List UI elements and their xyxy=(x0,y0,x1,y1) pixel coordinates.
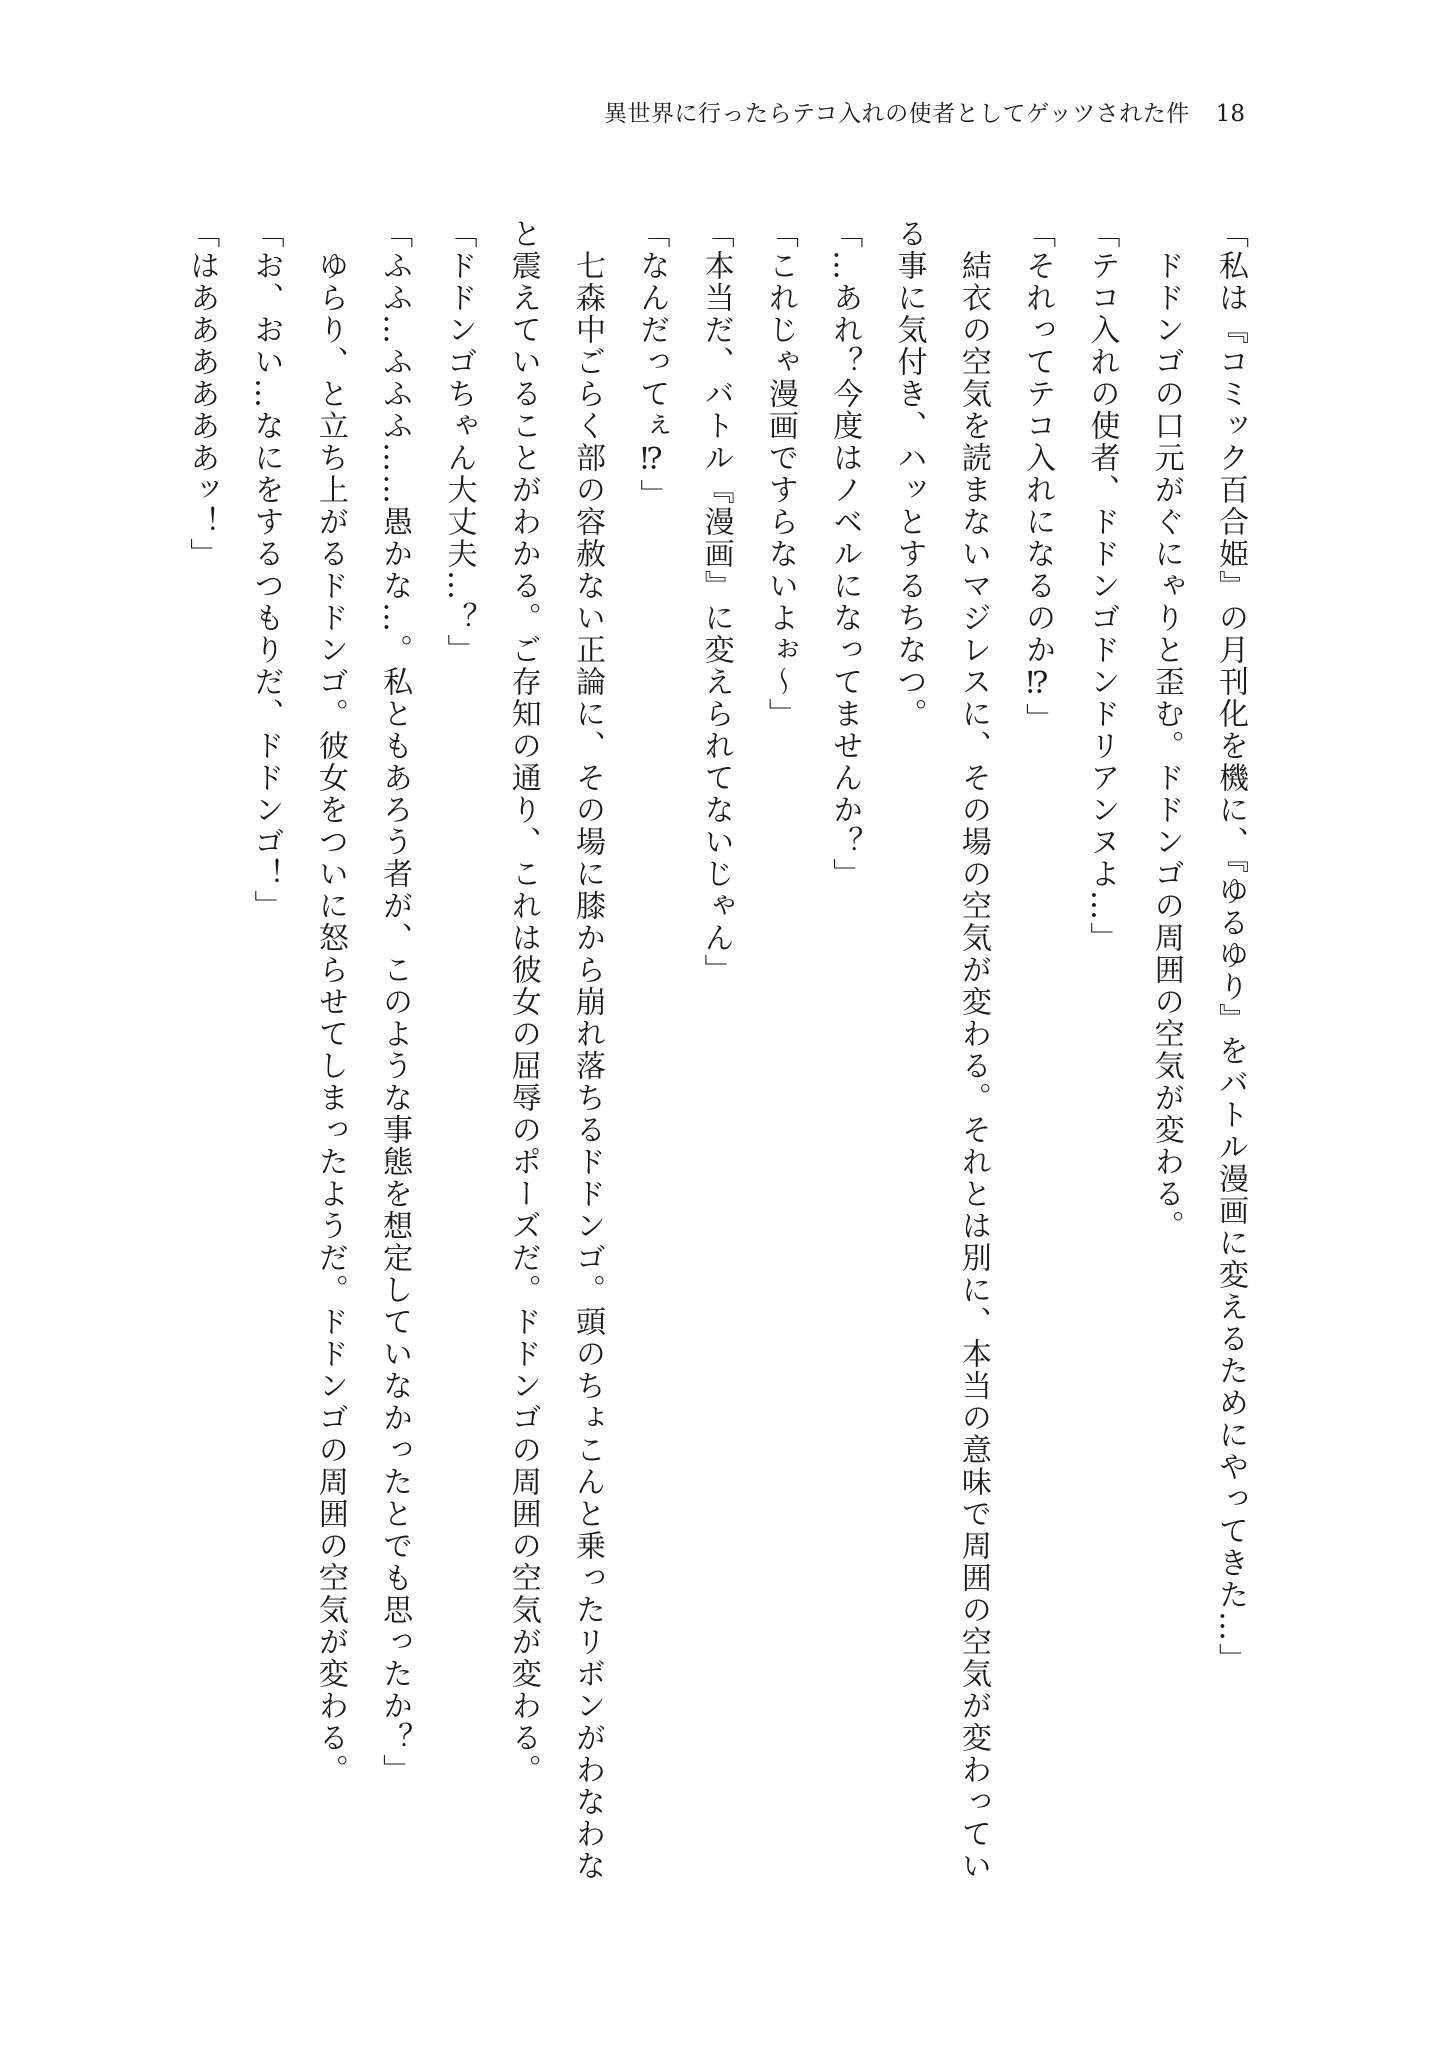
text-line: 「はああああああッ！」 xyxy=(184,218,220,570)
text-line: ゆらり、と立ち上がるドドンゴ。彼女をついに怒らせてしまったようだ。ドドンゴの周囲の空気が変わる。 xyxy=(312,250,348,1786)
text-line: 「これじゃ漫画ですらないよぉ～」 xyxy=(762,218,798,730)
text-line: 七森中ごらく部の容赦ない正論に、その場に膝から崩れ落ちるドドンゴ。頭のちょこんと乗ったリボンがわなわな xyxy=(570,250,606,1882)
vertical-body-text xyxy=(150,218,1262,1908)
text-line: 結衣の空気を読まないマジレスに、その場の空気が変わる。それとは別に、本当の意味で周囲の空気が変わってい xyxy=(955,250,991,1882)
page-number: 18 xyxy=(1215,101,1245,127)
running-header xyxy=(585,98,1245,130)
text-line: 「それってテコ入れになるのか⁉」 xyxy=(1020,218,1056,735)
text-line: る事に気付き、ハッとするちなつ。 xyxy=(891,218,927,730)
text-line: 「本当だ、バトル『漫画』に変えられてないじゃん」 xyxy=(698,218,734,986)
text-line: 「私は『コミック百合姫』の月刊化を機に、『ゆるゆり』をバトル漫画に変えるためにやってきた…」 xyxy=(1213,218,1248,1675)
text-line: 「テコ入れの使者、ドドンゴドンドリアンヌよ…」 xyxy=(1084,218,1120,954)
text-line: 「お、おい…なにをするつもりだ、ドドンゴ！」 xyxy=(248,218,284,922)
text-line: 「…あれ？今度はノベルになってませんか？」 xyxy=(827,218,863,890)
text-line: と震えていることがわかる。ご存知の通り、これは彼女の屈辱のポーズだ。ドドンゴの周囲の空気が変わる。 xyxy=(505,218,541,1786)
book-title: 異世界に行ったらテコ入れの使者としてゲッツされた件 xyxy=(604,101,1190,127)
text-line: 「なんだってぇ⁉」 xyxy=(634,218,670,511)
text-line: ドドンゴの口元がぐにゃりと歪む。ドドンゴの周囲の空気が変わる。 xyxy=(1148,250,1184,1242)
text-line: 「ふふ…ふふふ……愚かな…。私ともあろう者が、このような事態を想定していなかったとでも思ったか？」 xyxy=(377,218,413,1786)
text-line: 「ドドンゴちゃん大丈夫…？」 xyxy=(441,218,477,666)
